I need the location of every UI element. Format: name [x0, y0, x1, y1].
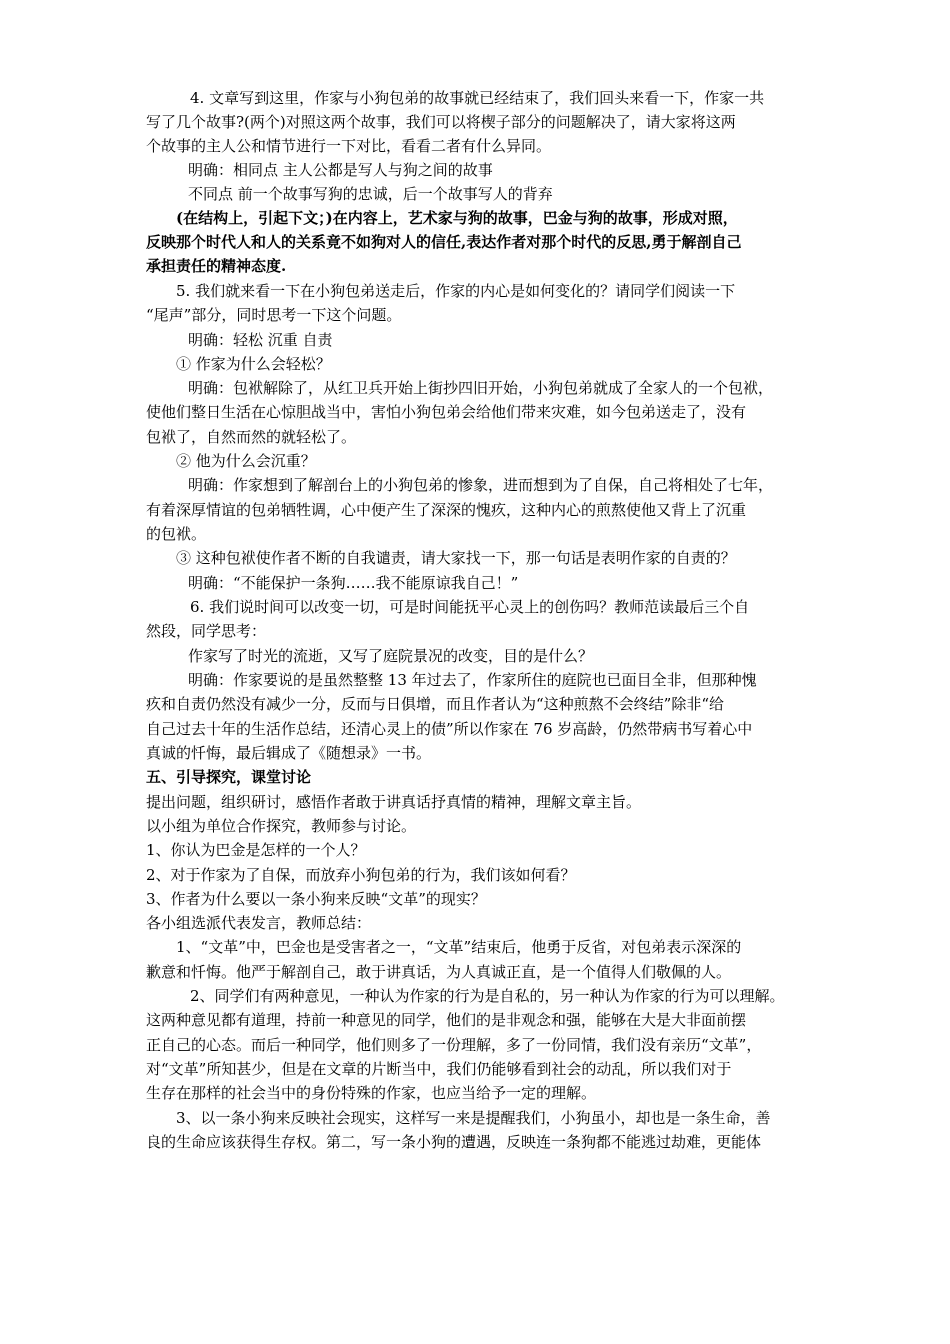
text-line: 使他们整日生活在心惊胆战当中，害怕小狗包弟会给他们带来灾难，如今包弟送走了，没有	[146, 403, 747, 421]
text-line: 2、对于作家为了自保，而放弃小狗包弟的行为，我们该如何看？	[146, 866, 576, 884]
text-line: “尾声”部分，同时思考一下这个问题。	[146, 306, 402, 324]
text-line: 2、同学们有两种意见，一种认为作家的行为是自私的，另一种认为作家的行为可以理解。	[190, 987, 785, 1005]
text-line: 3、以一条小狗来反映社会现实，这样写一来是提醒我们，小狗虽小，却也是一条生命，善	[176, 1109, 771, 1127]
text-line: ③ 这种包袱使作者不断的自我谴责，请大家找一下，那一句话是表明作家的自责的？	[176, 549, 736, 567]
text-line: 提出问题，组织研讨，感悟作者敢于讲真话抒真情的精神，理解文章主旨。	[146, 793, 642, 811]
text-line: 明确：“不能保护一条狗……我不能原谅我自己！”	[188, 574, 519, 592]
text-line: 1、“文革”中，巴金也是受害者之一，“文革”结束后，他勇于反省，对包弟表示深深的	[176, 938, 742, 956]
text-line: 1、你认为巴金是怎样的一个人？	[146, 841, 366, 859]
bold-text-line: 反映那个时代人和人的关系竟不如狗对人的信任,表达作者对那个时代的反思,勇于解剖自己	[146, 233, 742, 251]
text-line: 的包袱。	[146, 525, 207, 543]
text-line: 有着深厚情谊的包弟牺牲调，心中便产生了深深的愧疚，这种内心的煎熬使他又背上了沉重	[146, 501, 747, 519]
text-line: 不同点 前一个故事写狗的忠诚，后一个故事写人的背弃	[188, 185, 553, 203]
text-line: 明确：包袱解除了，从红卫兵开始上街抄四旧开始，小狗包弟就成了全家人的一个包袱，	[188, 379, 774, 397]
text-line: 疚和自责仍然没有减少一分，反而与日俱增，而且作者认为“这种煎熬不会终结”除非“给	[146, 695, 725, 713]
text-line: 作家写了时光的流逝，又写了庭院景况的改变，目的是什么？	[188, 647, 594, 665]
bold-text-line: 五、引导探究，课堂讨论	[146, 768, 312, 786]
text-line: 6. 我们说时间可以改变一切，可是时间能抚平心灵上的创伤吗？教师范读最后三个自	[190, 598, 750, 616]
bold-text-line: 承担责任的精神态度.	[146, 257, 287, 275]
text-line: 明确：作家要说的是虽然整整 13 年过去了，作家所住的庭院也已面目全非，但那种愧	[188, 671, 757, 689]
text-line: 自己过去十年的生活作总结，还清心灵上的债”所以作家在 76 岁高龄，仍然带病书写着心中	[146, 720, 753, 738]
text-line: 歉意和忏悔。他严于解剖自己，敢于讲真话，为人真诚正直，是一个值得人们敬佩的人。	[146, 963, 732, 981]
bold-text-line: (在结构上，引起下文；)在内容上，艺术家与狗的故事，巴金与狗的故事，形成对照，	[176, 209, 738, 227]
text-line: 3、作者为什么要以一条小狗来反映“文革”的现实？	[146, 890, 486, 908]
text-line: ① 作家为什么会轻松？	[176, 355, 331, 373]
text-line: 各小组选派代表发言，教师总结：	[146, 914, 372, 932]
text-line: 生存在那样的社会当中的身份特殊的作家，也应当给予一定的理解。	[146, 1084, 597, 1102]
text-line: 包袱了，自然而然的就轻松了。	[146, 428, 357, 446]
text-line: 以小组为单位合作探究，教师参与讨论。	[146, 817, 417, 835]
text-line: 对“文革”所知甚少，但是在文章的片断当中，我们仍能够看到社会的动乱，所以我们对于	[146, 1060, 732, 1078]
text-line: 明确：轻松 沉重 自责	[188, 331, 333, 349]
text-line: 4. 文章写到这里，作家与小狗包弟的故事就已经结束了，我们回头来看一下，作家一共	[190, 89, 765, 107]
text-line: 真诚的忏悔，最后辑成了《随想录》一书。	[146, 744, 432, 762]
text-line: 这两种意见都有道理，持前一种意见的同学，他们的是非观念和强，能够在大是大非面前摆	[146, 1011, 747, 1029]
text-line: 明确：相同点 主人公都是写人与狗之间的故事	[188, 161, 493, 179]
text-line: ② 他为什么会沉重？	[176, 452, 316, 470]
text-line: 明确：作家想到了解剖台上的小狗包弟的惨象，进而想到为了自保，自己将相处了七年，	[188, 476, 774, 494]
text-line: 5. 我们就来看一下在小狗包弟送走后，作家的内心是如何变化的？请同学们阅读一下	[176, 282, 736, 300]
text-line: 个故事的主人公和情节进行一下对比，看看二者有什么异同。	[146, 137, 552, 155]
text-line: 良的生命应该获得生存权。第二，写一条小狗的遭遇，反映连一条狗都不能逃过劫难，更能体	[146, 1133, 762, 1151]
text-line: 正自己的心态。而后一种同学，他们则多了一份理解，多了一份同情，我们没有亲历“文革”，	[146, 1036, 762, 1054]
text-line: 写了几个故事?(两个)对照这两个故事，我们可以将楔子部分的问题解决了，请大家将这两	[146, 113, 736, 131]
text-line: 然段，同学思考：	[146, 622, 267, 640]
